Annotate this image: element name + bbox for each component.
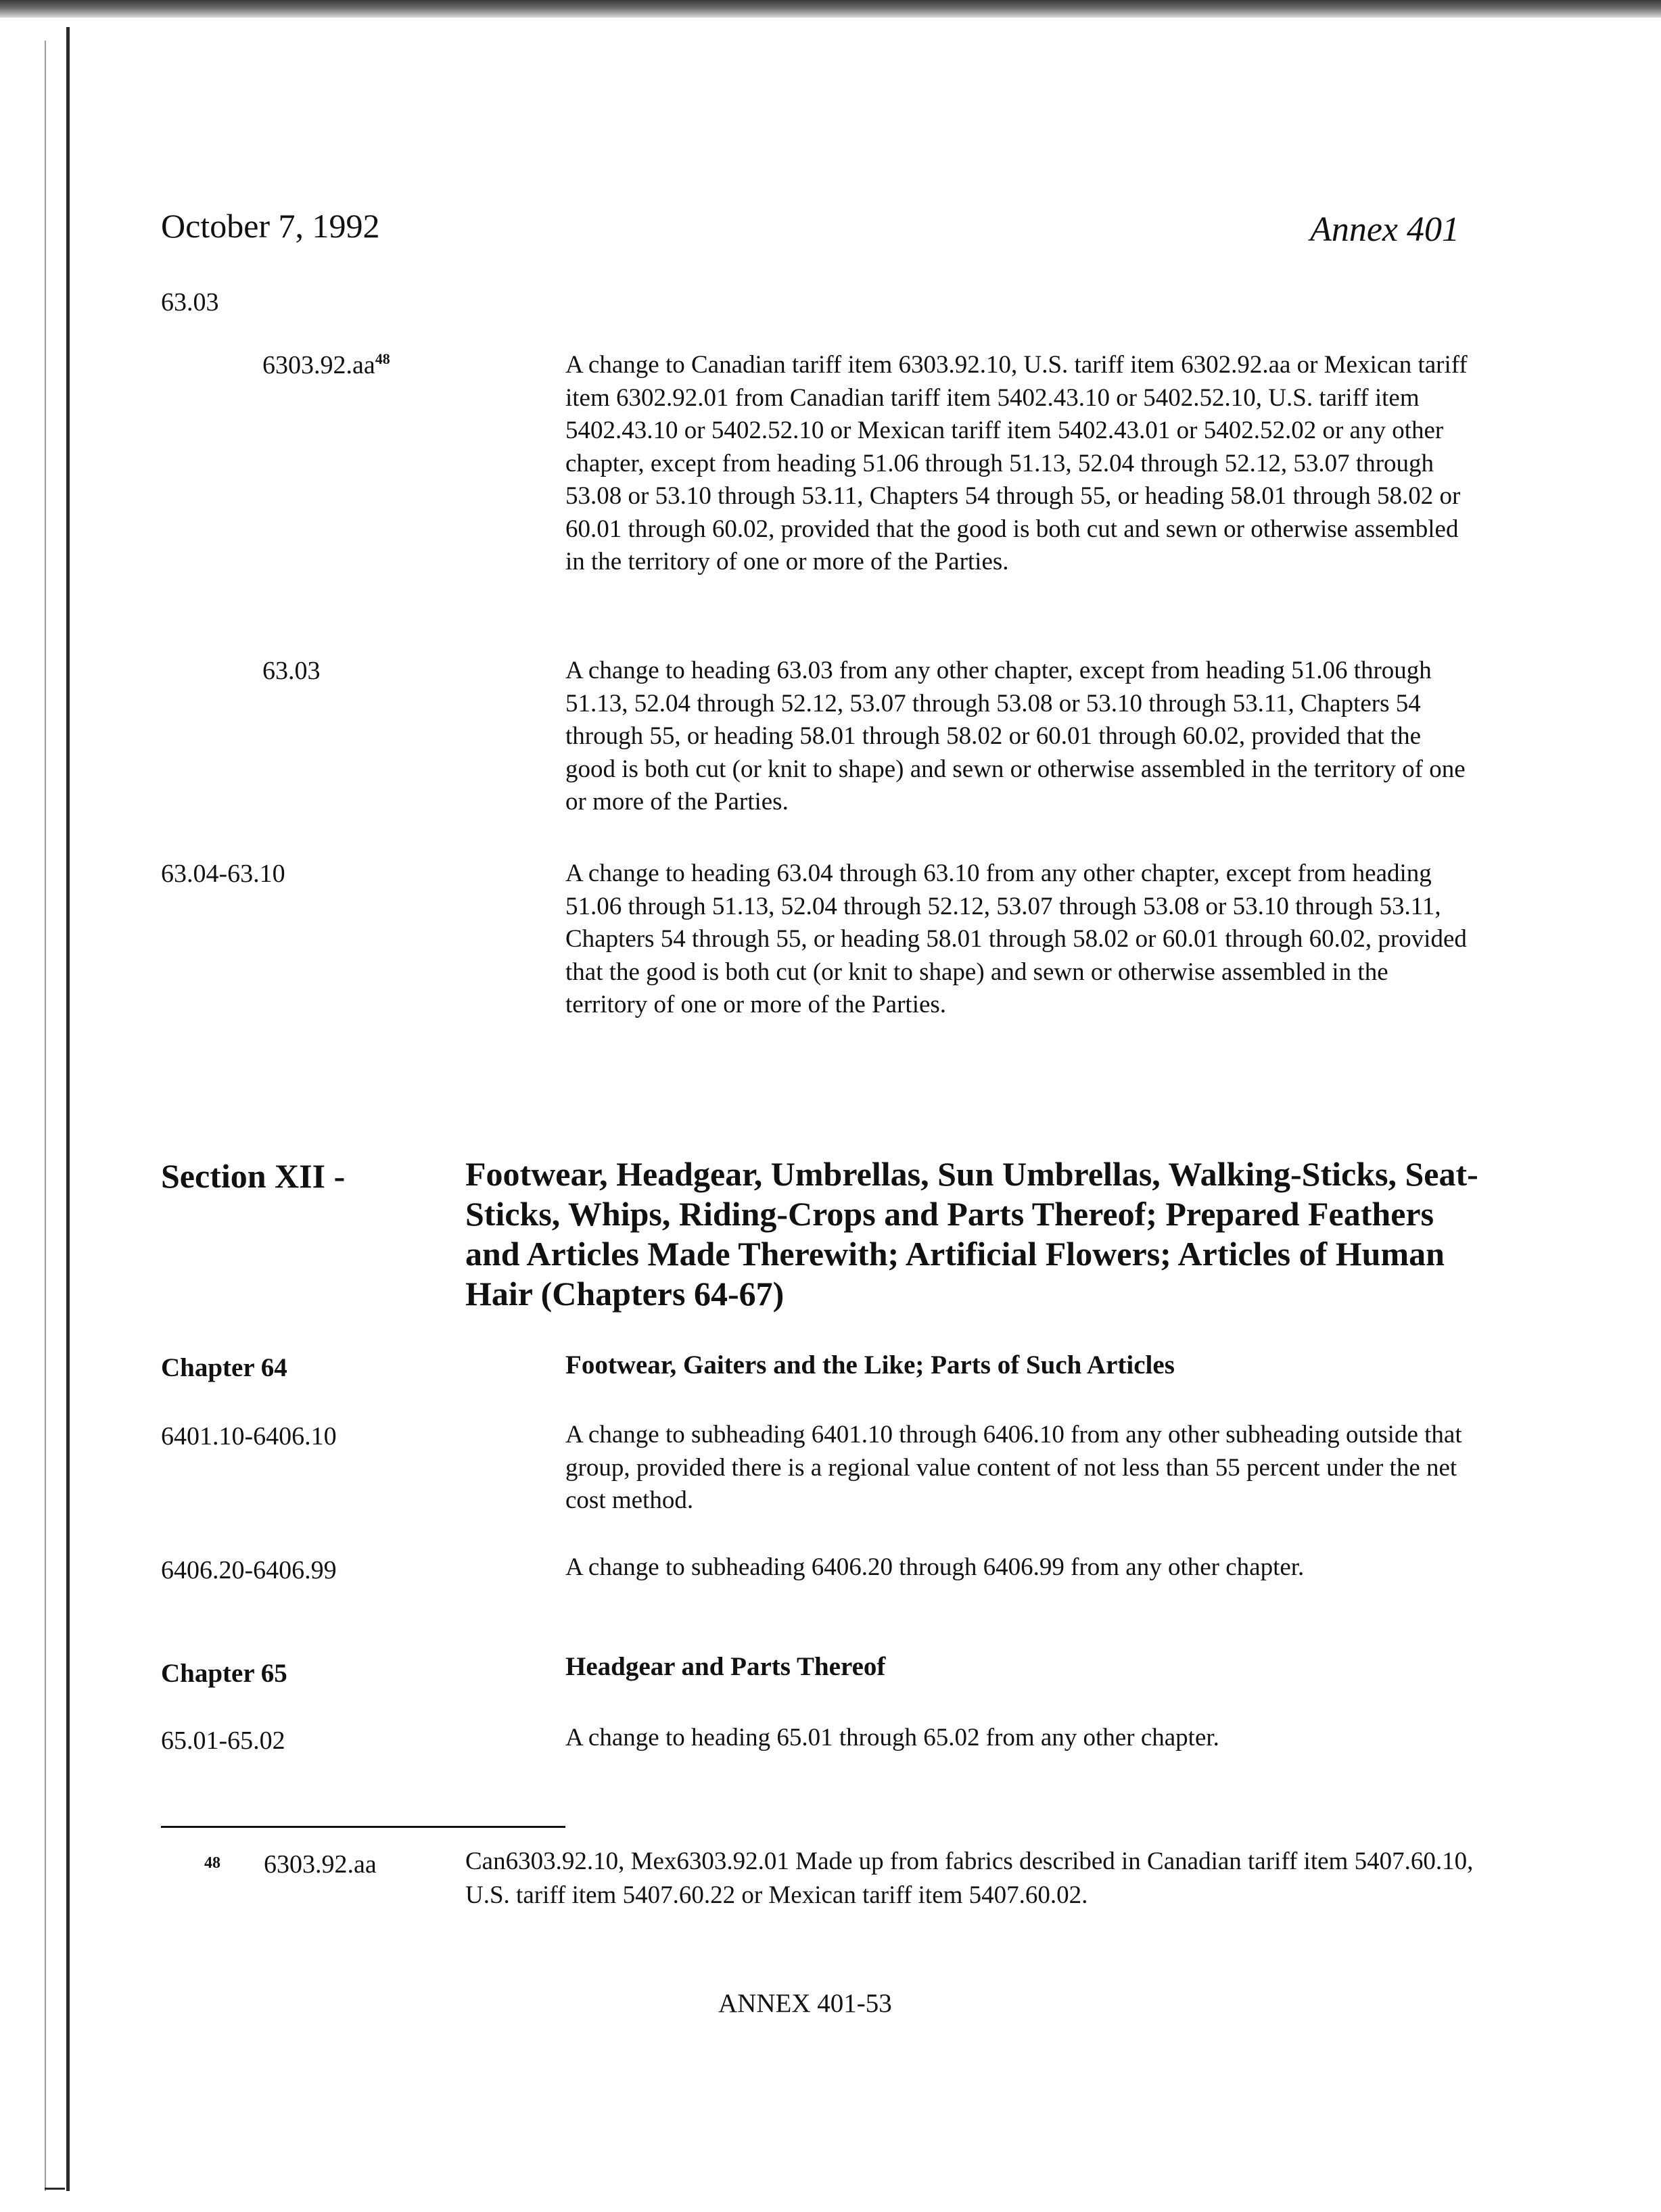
rule-code: 6406.20-6406.99: [161, 1556, 337, 1584]
footnote-reference: 48: [375, 350, 390, 367]
header-annex-title: Annex 401: [1310, 210, 1459, 249]
rule-text: A change to heading 65.01 through 65.02 from any other chapter.: [565, 1724, 1219, 1751]
section-label: Section XII -: [161, 1157, 346, 1195]
footnote-text: Can6303.92.10, Mex6303.92.01 Made up from fabrics described in Canadian tariff item 5407.60.10, U.S. tariff item 5407.60.22 or Mexican tariff item 5407.60.02.: [465, 1848, 1474, 1909]
chapter-64-title: Footwear, Gaiters and the Like; Parts of Such Articles: [565, 1350, 1175, 1380]
rule-text: A change to subheading 6401.10 through 6406.10 from any other subheading outside that group, provided there is a regional value content of not less than 55 percent under the net cost method.: [565, 1421, 1462, 1514]
footnote-code: 6303.92.aa: [264, 1850, 377, 1879]
rule-code: 63.03: [262, 657, 321, 685]
chapter-65-title: Headgear and Parts Thereof: [565, 1652, 886, 1681]
rule-code: 63.04-63.10: [161, 860, 285, 888]
chapter-65-label: Chapter 65: [161, 1659, 287, 1688]
rule-text: A change to subheading 6406.20 through 6406.99 from any other chapter.: [565, 1553, 1305, 1581]
rule-code: 6303.92.aa$^{48}$: [262, 350, 390, 379]
scan-binding-edge: [66, 27, 70, 2191]
footnote-mark: 48: [204, 1854, 220, 1872]
rule-text: A change to heading 63.03 from any other chapter, except from heading 51.06 through 51.13, 52.04 through 52.12, 53.07 through 53.08 or 53.10 through 53.11, Chapters 54 through 55, or heading 58.01 through 58.02 or 60.01 through 60.02, provided that the good is both cut (or knit to shape) and sewn or otherwise assembled in the territory of one or more of the Parties.: [565, 657, 1466, 816]
heading-code: 63.03: [161, 288, 219, 316]
rule-text: A change to heading 63.04 through 63.10 from any other chapter, except from heading 51.06 through 51.13, 52.04 through 52.12, 53.07 through 53.08 or 53.10 through 53.11, Chapters 54 through 55, or heading 58.01 through 58.02 or 60.01 through 60.02, provided that the good is both cut (or knit to shape) and sewn or otherwise assembled in the territory of one or more of the Parties.: [565, 860, 1467, 1018]
footnote-divider: [161, 1826, 565, 1828]
scan-binding-edge-secondary: [45, 41, 46, 2191]
rule-text: A change to Canadian tariff item 6303.92.10, U.S. tariff item 6302.92.aa or Mexican tariff item 6302.92.01 from Canadian tariff item 5402.43.10 or 5402.52.10, U.S. tariff item 5402.43.10 or 5402.52.10 or Mexican tariff item 5402.43.01 or 5402.52.02 or any other chapter, except from heading 51.06 through 51.13, 52.04 through 52.12, 53.07 through 53.08 or 53.10 through 53.11, Chapters 54 through 55, or heading 58.01 through 58.02 or 60.01 through 60.02, provided that the good is both cut and sewn or otherwise assembled in the territory of one or more of the Parties.: [565, 351, 1468, 575]
scan-top-edge: [0, 0, 1661, 18]
chapter-64-label: Chapter 64: [161, 1353, 287, 1382]
rule-code: 6401.10-6406.10: [161, 1422, 337, 1451]
scan-corner-mark: [45, 2188, 65, 2190]
header-date: October 7, 1992: [161, 207, 380, 245]
page-number: ANNEX 401-53: [718, 1989, 892, 2018]
section-title: Footwear, Headgear, Umbrellas, Sun Umbrellas, Walking-Sticks, Seat-Sticks, Whips, Riding-Crops and Parts Thereof; Prepared Feathers and Articles Made Therewith; Artificial Flowers; Articles of Human Hair (Chapters 64-67): [465, 1155, 1478, 1313]
rule-code: 65.01-65.02: [161, 1726, 285, 1755]
